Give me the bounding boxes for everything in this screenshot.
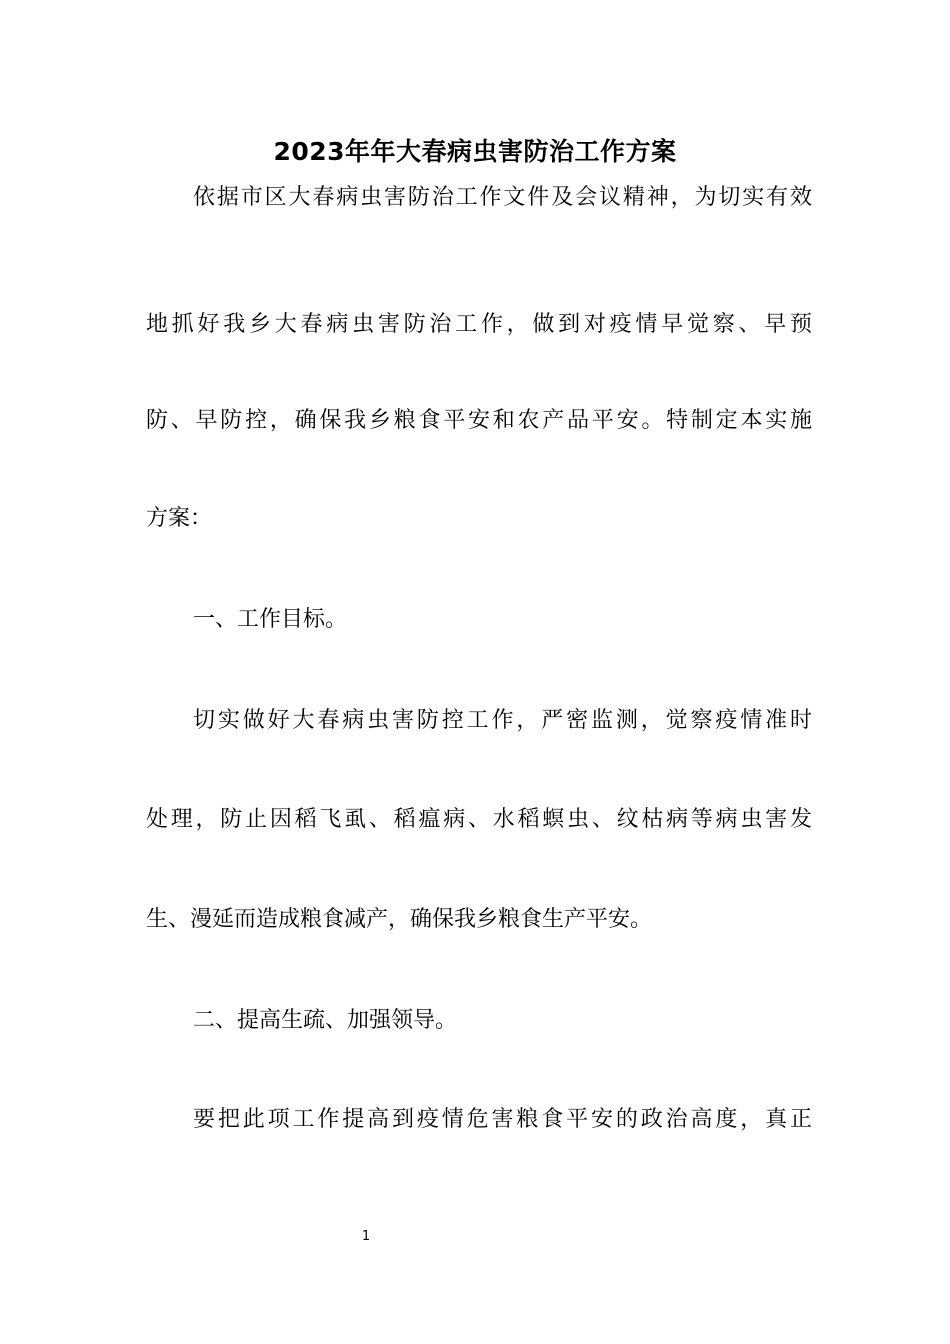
- section-heading: 一、工作目标。: [193, 607, 348, 632]
- document-title: 2023年年大春病虫害防治工作方案: [273, 137, 677, 166]
- page-number: 1: [361, 1229, 371, 1244]
- paragraph-line: 切实做好大春病虫害防控工作，严密监测，觉察疫情准时: [193, 708, 812, 733]
- paragraph-line: 方案：: [146, 506, 213, 531]
- paragraph-line: 处理，防止因稻飞虱、稻瘟病、水稻螟虫、纹枯病等病虫害发: [146, 807, 812, 832]
- section-heading: 二、提高生疏、加强领导。: [193, 1008, 458, 1033]
- paragraph-line: 要把此项工作提高到疫情危害粮食平安的政治高度，真正: [193, 1107, 812, 1132]
- paragraph-line: 生、漫延而造成粮食减产，确保我乡粮食生产平安。: [146, 907, 653, 932]
- paragraph-line: 地抓好我乡大春病虫害防治工作，做到对疫情早觉察、早预: [146, 312, 812, 337]
- paragraph-line: 防、早防控，确保我乡粮食平安和农产品平安。特制定本实施: [146, 408, 812, 433]
- paragraph-line: 依据市区大春病虫害防治工作文件及会议精神，为切实有效: [193, 185, 812, 210]
